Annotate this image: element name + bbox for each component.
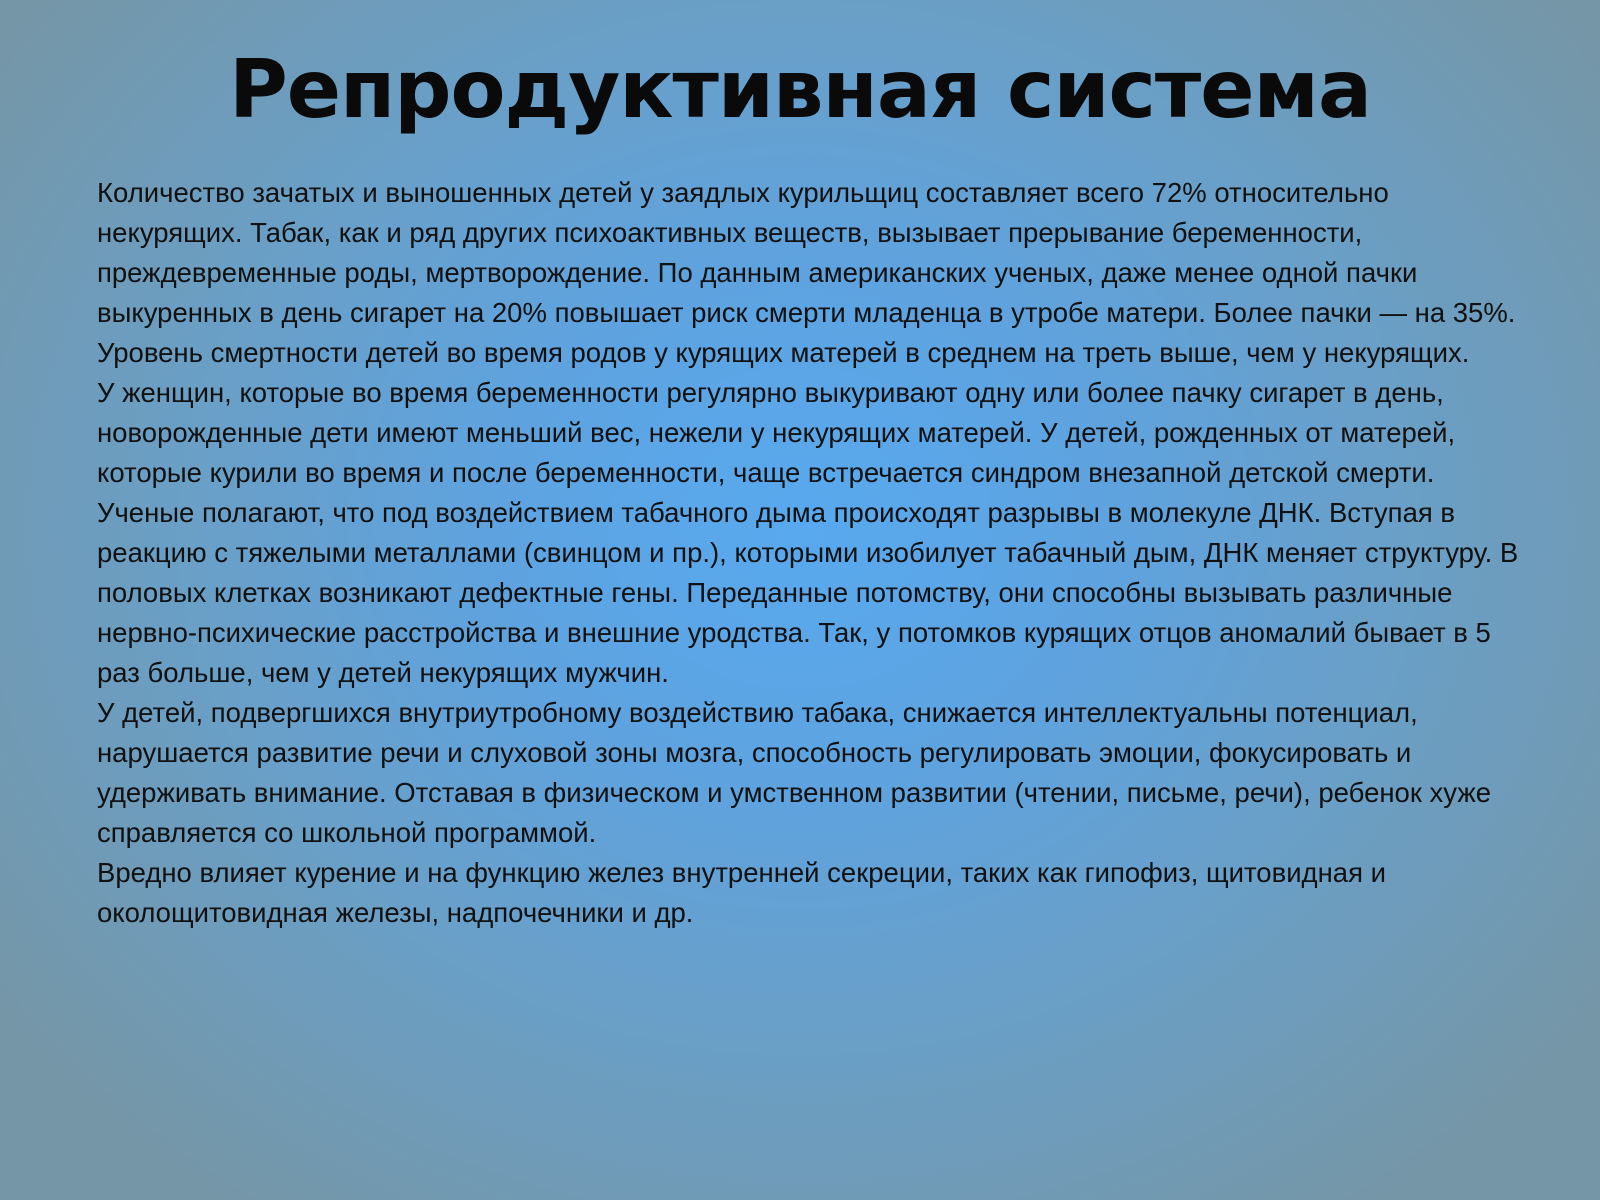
paragraph-pregnancy-outcomes: Количество зачатых и выношенных детей у заядлых курильщиц составляет всего 72% относительно некурящих. Табак, как и ряд других психоактивных веществ, вызывает прерывание беременности, преждевременные роды, мертворождение. По данным американских ученых, даже менее одной пачки выкуренных в день сигарет на 20% повышает риск смерти младенца в утробе матери. Более пачки — на 35%. Уровень смертности детей во время родов у курящих матерей в среднем на треть выше, чем у некурящих. xyxy=(97,177,1516,368)
paragraph-endocrine-glands: Вредно влияет курение и на функцию желез внутренней секреции, таких как гипофиз, щитовидная и околощитовидная железы, надпочечники и др. xyxy=(97,857,1386,928)
paragraph-newborn-weight: У женщин, которые во время беременности регулярно выкуривают одну или более пачку сигарет в день, новорожденные дети имеют меньший вес, нежели у некурящих матерей. У детей, рожденных от матерей, которые курили во время и после беременности, чаще встречается синдром внезапной детской смерти. xyxy=(97,377,1456,488)
paragraph-child-development: У детей, подвергшихся внутриутробному воздействию табака, снижается интеллектуальны потенциал, нарушается развитие речи и слуховой зоны мозга, способность регулировать эмоции, фокусировать и удерживать внимание. Отставая в физическом и умственном развитии (чтении, письме, речи), ребенок хуже справляется со школьной программой. xyxy=(97,697,1492,848)
slide-body xyxy=(97,173,1537,933)
slide-title: Репродуктивная система xyxy=(229,43,1371,136)
paragraph-dna-damage: Ученые полагают, что под воздействием табачного дыма происходят разрывы в молекуле ДНК. Вступая в реакцию с тяжелыми металлами (свинцом и пр.), которыми изобилует табачный дым, ДНК меняет структуру. В половых клетках возникают дефектные гены. Переданные потомству, они способны вызывать различные нервно-психические расстройства и внешние уродства. Так, у потомков курящих отцов аномалий бывает в 5 раз больше, чем у детей некурящих мужчин. xyxy=(97,497,1519,688)
